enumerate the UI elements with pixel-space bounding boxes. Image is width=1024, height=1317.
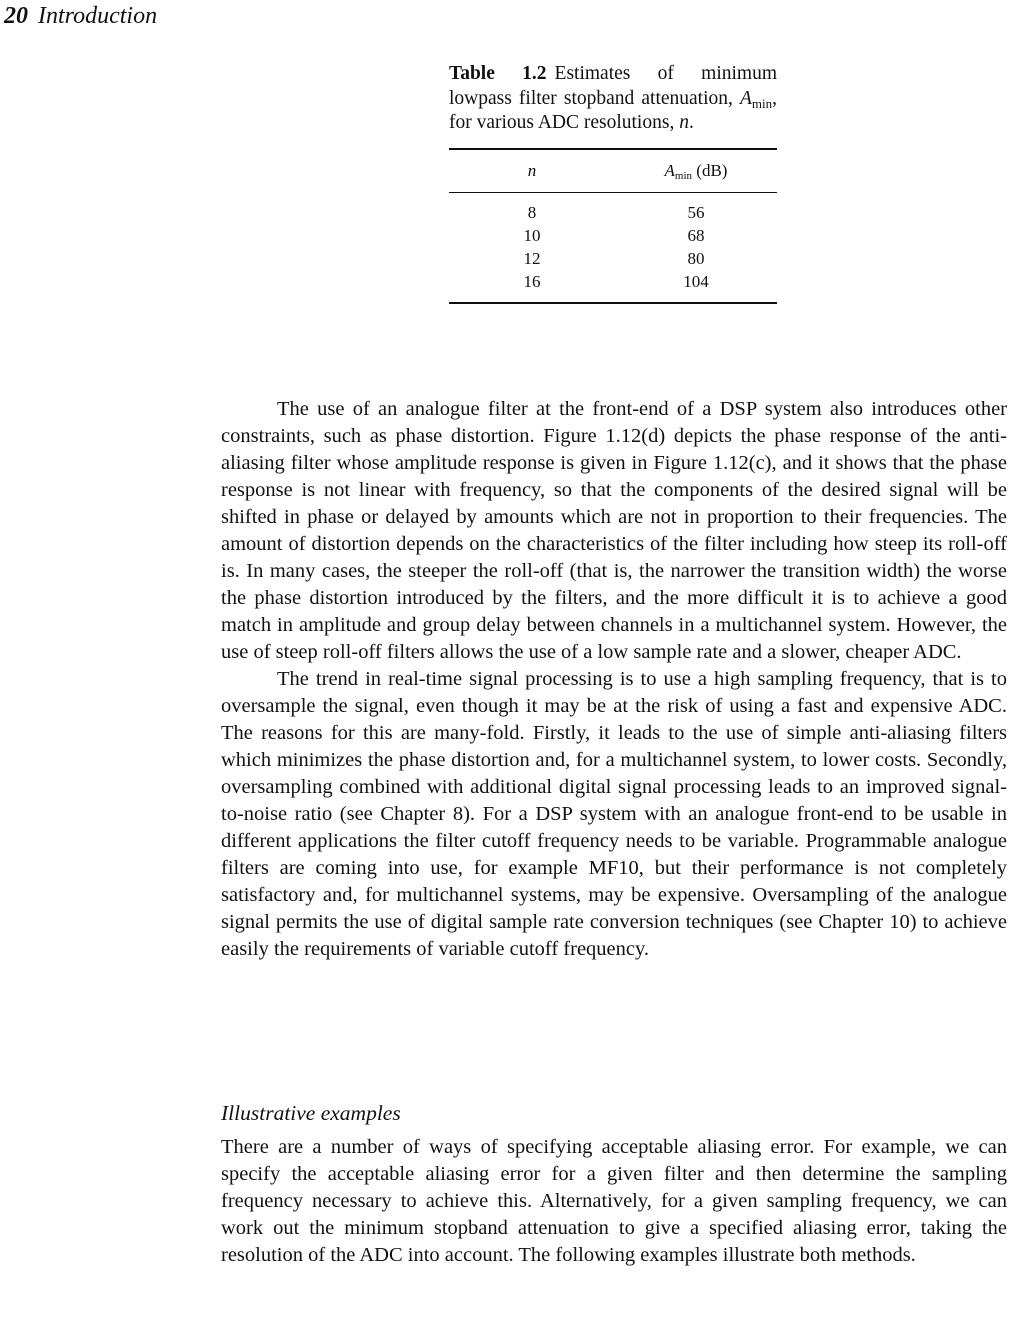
table-1-2 (449, 62, 777, 304)
caption-text-end: . (688, 112, 694, 133)
cell-amin: 104 (683, 272, 709, 291)
cell-n: 10 (523, 226, 541, 245)
data-table (449, 148, 777, 304)
section-title: Introduction (38, 3, 158, 29)
caption-symbol-sub: min (751, 95, 773, 111)
body-text (221, 396, 1007, 963)
table-bottom-rule (449, 302, 777, 304)
examples-text (221, 1134, 1007, 1269)
table-row (449, 202, 777, 225)
cell-n: 8 (527, 203, 537, 222)
cell-amin: 80 (687, 249, 705, 268)
running-head (4, 2, 157, 30)
header-n: n (527, 160, 537, 180)
table-row (449, 271, 777, 294)
table-header-row (449, 150, 777, 192)
header-amin-unit: (dB) (692, 160, 728, 180)
cell-n: 12 (523, 249, 541, 268)
subheading-illustrative-examples: Illustrative examples (221, 1101, 401, 1125)
header-amin-symbol: A (664, 160, 675, 180)
page-number: 20 (4, 3, 28, 29)
table-caption (449, 62, 777, 136)
caption-var: n (679, 112, 689, 133)
table-label: Table 1.2 (449, 63, 547, 84)
paragraph-phase-distortion: The use of an analogue filter at the front-end of a DSP system also introduces other constraints, such as phase distortion. Figure 1.12(d) depicts the phase response of the anti-aliasing filter whose amplitude response is given in Figure 1.12(c), and it shows that the phase response is not linear with frequency, so that the components of the desired signal will be shifted in phase or delayed by amounts which are not in proportion to their frequencies. The amount of distortion depends on the characteristics of the filter including how steep its roll-off is. In many cases, the steeper the roll-off (that is, the narrower the transition width) the worse the phase distortion introduced by the filters, and the more difficult it is to achieve a good match in amplitude and group delay between channels in a multichannel system. However, the use of steep roll-off filters allows the use of a low sample rate and a slower, cheaper ADC. (221, 398, 1007, 663)
header-amin (615, 161, 777, 181)
cell-amin: 56 (687, 203, 705, 222)
cell-amin: 68 (687, 226, 705, 245)
paragraph-examples: There are a number of ways of specifying acceptable aliasing error. For example, we can specify the acceptable aliasing error for a given filter and then determine the sampling frequency necessary to achieve this. Alternatively, for a given sampling frequency, we can work out the minimum stopband attenuation to give a specified aliasing error, taking the resolution of the ADC into account. The following examples illustrate both methods. (221, 1136, 1007, 1266)
caption-text-middle: , for various ADC resolutions, (449, 87, 777, 133)
header-amin-sub: min (674, 169, 693, 182)
table-row (449, 225, 777, 248)
table-row (449, 248, 777, 271)
caption-symbol: A (739, 87, 752, 109)
caption-text-before: Estimates of minimum lowpass filter stopband attenuation, (449, 63, 778, 109)
paragraph-oversampling: The trend in real-time signal processing is to use a high sampling frequency, that is to oversample the signal, even though it may be at the risk of using a fast and expensive ADC. The reasons for this are many-fold. Firstly, it leads to the use of simple anti-aliasing filters which minimizes the phase distortion and, for a multichannel system, to lower costs. Secondly, oversampling combined with additional digital signal processing leads to an improved signal-to-noise ratio (see Chapter 8). For a DSP system with an analogue front-end to be usable in different applications the filter cutoff frequency needs to be variable. Programmable analogue filters are coming into use, for example MF10, but their performance is not completely satisfactory and, for multichannel systems, may be expensive. Oversampling of the analogue signal permits the use of digital sample rate conversion techniques (see Chapter 10) to achieve easily the requirements of variable cutoff frequency. (221, 668, 1007, 960)
table-body (449, 193, 777, 302)
cell-n: 16 (523, 272, 541, 291)
